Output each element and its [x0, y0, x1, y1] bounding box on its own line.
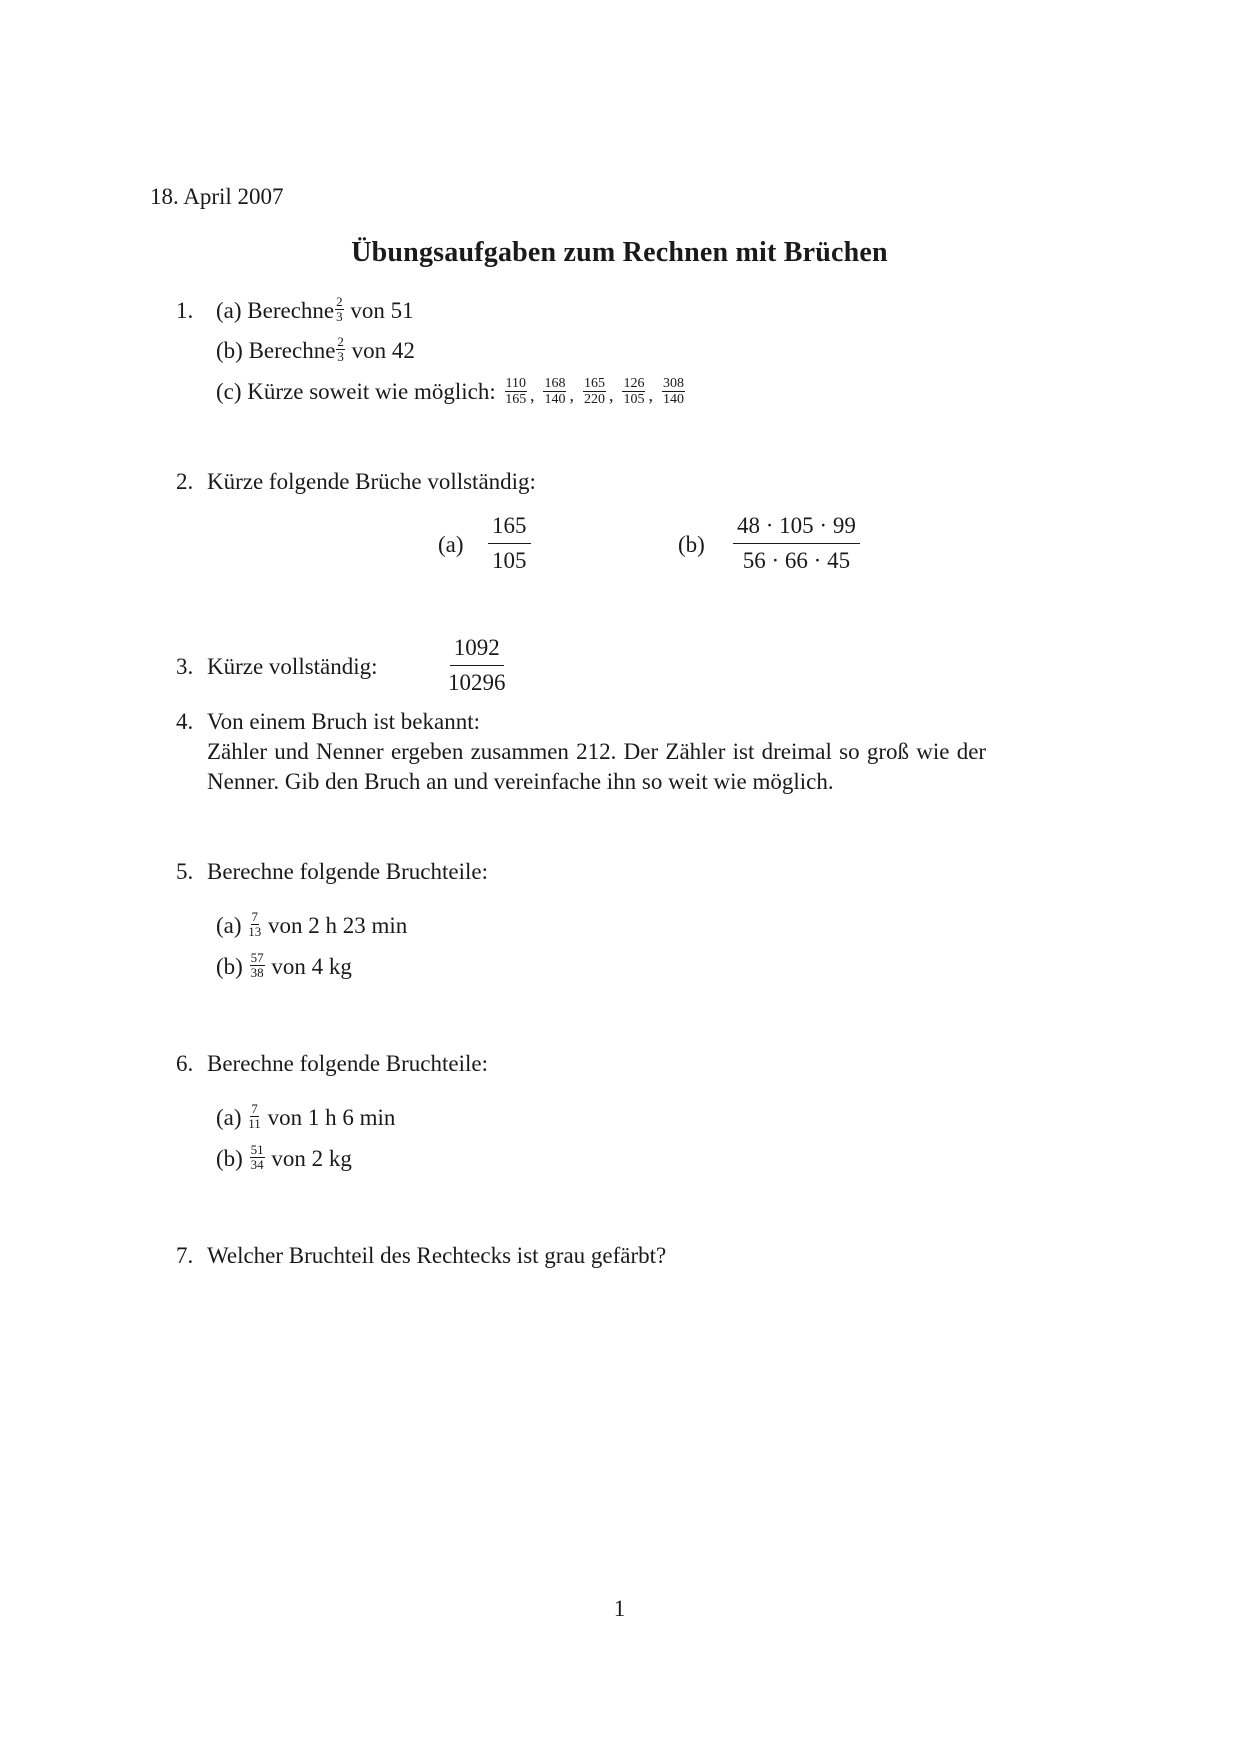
- subtask-label: (b): [216, 954, 243, 979]
- task-text: Welcher Bruchteil des Rechtecks ist grau gefärbt?: [207, 1243, 667, 1268]
- document-date: 18. April 2007: [150, 184, 284, 209]
- task-number: 1.: [176, 298, 194, 323]
- task-number: 5.: [176, 859, 194, 884]
- fraction-numerator: 126: [623, 376, 645, 392]
- subtask-label: (c): [216, 379, 242, 404]
- subtask-suffix: von 2 h 23 min: [268, 913, 408, 938]
- fraction-denominator: 56 · 66 · 45: [742, 548, 851, 573]
- subtask-label: (b): [678, 532, 705, 557]
- task-number: 2.: [176, 469, 194, 494]
- task-number: 7.: [176, 1243, 194, 1268]
- task-text-line-2: Zähler und Nenner ergeben zusammen 212. Der Zähler ist dreimal so groß wie der: [207, 739, 987, 764]
- fraction: [336, 336, 345, 363]
- page-number: 1: [613, 1596, 626, 1621]
- subtask-label: (a): [216, 298, 242, 323]
- fraction: [335, 296, 344, 323]
- fraction-denominator: 165: [505, 392, 527, 408]
- fraction-numerator: 168: [544, 376, 566, 392]
- fraction-numerator: 165: [488, 512, 531, 544]
- subtask-1c: [216, 378, 688, 408]
- fraction-denominator: 13: [248, 924, 262, 940]
- task-text: Kürze folgende Brüche vollständig:: [207, 469, 536, 494]
- fraction-denominator: 38: [250, 965, 264, 981]
- subtask-5b: [216, 950, 352, 982]
- fraction-numerator: 48 · 105 · 99: [733, 512, 860, 544]
- fraction: [248, 1103, 261, 1130]
- task-number: 3.: [176, 654, 194, 679]
- fraction-denominator: 11: [248, 1116, 261, 1132]
- fraction-denominator: 105: [623, 392, 645, 408]
- task-text: Berechne folgende Bruchteile:: [207, 1051, 488, 1076]
- fraction-denominator: 3: [337, 349, 344, 365]
- separator: ,: [608, 385, 614, 405]
- fraction-numerator: 51: [250, 1142, 264, 1158]
- fraction-numerator: 7: [251, 1101, 258, 1117]
- subtask-1b: [216, 334, 415, 366]
- fraction-denominator: 140: [662, 392, 684, 408]
- subtask-label: (a): [216, 1105, 242, 1130]
- subtask-label: (b): [216, 338, 243, 363]
- fraction-numerator: 57: [250, 950, 264, 966]
- subtask-prefix: Berechne: [247, 298, 335, 323]
- task-text-line-3: Nenner. Gib den Bruch an und vereinfache ihn so weit wie möglich.: [207, 769, 834, 794]
- task-text: Berechne folgende Bruchteile:: [207, 859, 488, 884]
- fraction-denominator: 105: [492, 548, 527, 573]
- subtask-suffix: von 1 h 6 min: [267, 1105, 396, 1130]
- task-number: 4.: [176, 709, 194, 734]
- subtask-prefix: Kürze soweit wie möglich:: [247, 379, 496, 404]
- fraction: [583, 377, 606, 406]
- title-text: Übungsaufgaben zum Rechnen mit Brüchen: [351, 237, 888, 268]
- subtask-1a: [216, 294, 414, 326]
- fraction-numerator: 2: [337, 334, 344, 350]
- fraction: [543, 377, 566, 406]
- fraction-denominator: 140: [544, 392, 566, 408]
- subtask-prefix: Berechne: [248, 338, 336, 363]
- fraction: [250, 1144, 265, 1171]
- subtask-label: (a): [216, 913, 242, 938]
- subtask-suffix: von 2 kg: [271, 1146, 352, 1171]
- document-title: [0, 236, 1239, 270]
- fraction-denominator: 3: [336, 309, 343, 325]
- fraction-numerator: 2: [336, 294, 343, 310]
- fraction: [733, 512, 860, 575]
- subtask-suffix: von 4 kg: [271, 954, 352, 979]
- fraction-numerator: 110: [505, 376, 526, 392]
- fraction-denominator: 10296: [448, 670, 506, 695]
- fraction-numerator: 7: [251, 909, 259, 925]
- fraction: [448, 634, 506, 697]
- separator: ,: [569, 385, 574, 405]
- fraction-numerator: 1092: [450, 634, 504, 666]
- fraction: [248, 911, 261, 938]
- fraction: [505, 377, 527, 406]
- subtask-5a: [216, 909, 408, 941]
- fraction-numerator: 165: [583, 376, 605, 392]
- subtask-suffix: von 51: [350, 298, 414, 323]
- fraction: [488, 512, 531, 575]
- fraction: [250, 952, 265, 979]
- subtask-6a: [216, 1101, 396, 1133]
- fraction: [662, 377, 685, 406]
- separator: ,: [529, 385, 535, 405]
- fraction: [622, 377, 645, 406]
- subtask-6b: [216, 1142, 352, 1174]
- subtask-suffix: von 42: [351, 338, 415, 363]
- fraction-denominator: 220: [583, 392, 605, 408]
- task-number: 6.: [176, 1051, 194, 1076]
- subtask-label: (a): [438, 532, 464, 557]
- task-text-line-1: Von einem Bruch ist bekannt:: [207, 709, 480, 734]
- fraction-numerator: 308: [662, 376, 684, 392]
- task-text: Kürze vollständig:: [207, 654, 378, 679]
- separator: ,: [648, 385, 653, 405]
- subtask-label: (b): [216, 1146, 243, 1171]
- fraction-denominator: 34: [250, 1157, 264, 1173]
